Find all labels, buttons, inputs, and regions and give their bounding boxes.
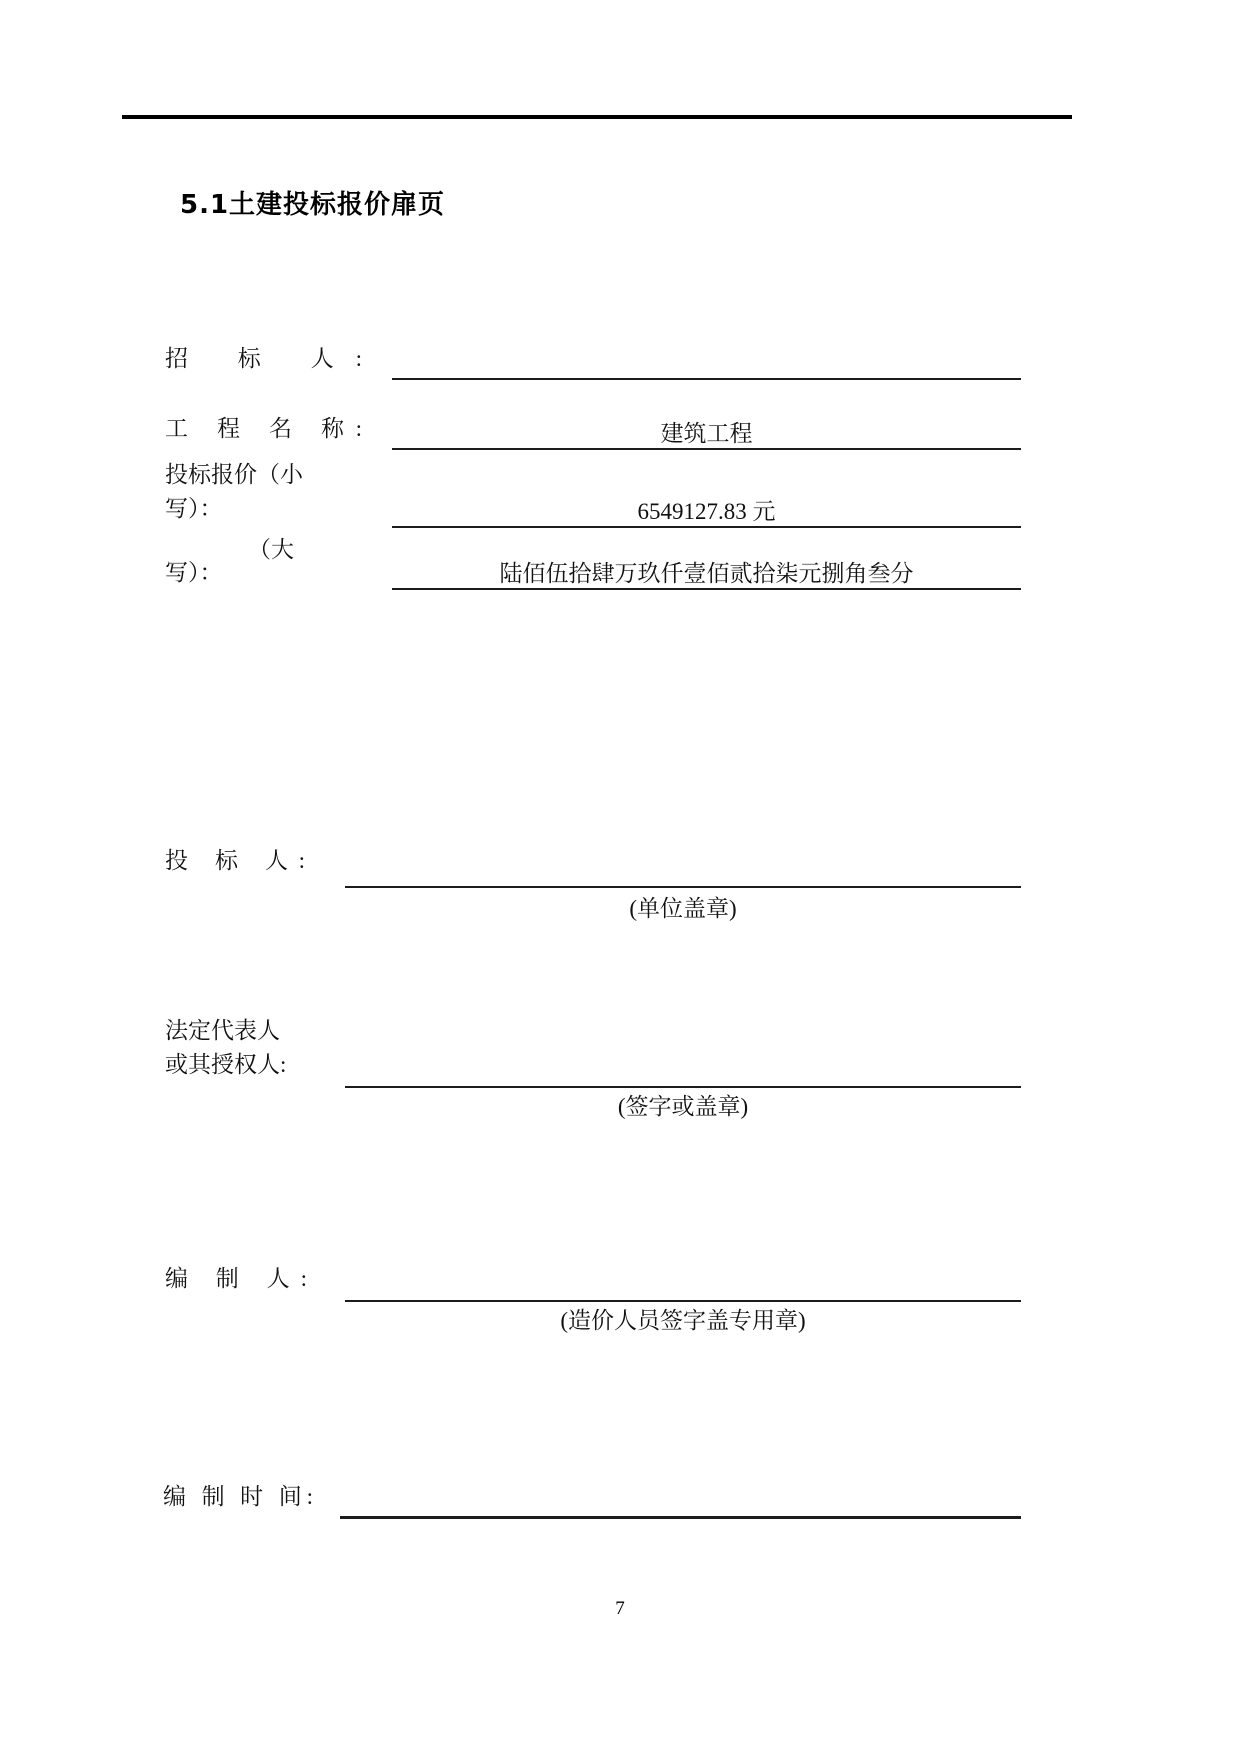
preparer-seal-hint: (造价人员签字盖专用章) <box>560 1308 806 1333</box>
prep-time-label: 编 制 时 间: <box>163 1484 313 1509</box>
legal-rep-value-line <box>345 1058 1021 1088</box>
bid-price-words-label-line1: （大 <box>248 537 294 562</box>
tenderee-value-line <box>392 350 1021 380</box>
section-title: 5.1土建投标报价扉页 <box>180 190 446 220</box>
bid-price-words-label-line2: 写）： <box>165 560 223 585</box>
bid-price-figures-label-line2: 写）： <box>165 496 223 521</box>
tenderee-label: 招 标 人: <box>165 346 362 371</box>
bidder-label: 投 标 人: <box>165 848 305 873</box>
header-rule <box>122 115 1072 119</box>
legal-rep-sign-hint: (签字或盖章) <box>617 1094 749 1119</box>
legal-rep-label-line1: 法定代表人 <box>165 1018 280 1043</box>
bid-price-figures-value-line: 6549127.83 元 <box>392 498 1021 528</box>
prep-time-value-line <box>340 1488 1021 1519</box>
page-number: 7 <box>615 1598 625 1619</box>
preparer-label: 编 制 人: <box>165 1266 307 1291</box>
bid-price-figures-label-line1: 投标报价（小 <box>165 462 303 487</box>
legal-rep-label-line2: 或其授权人: <box>165 1052 287 1077</box>
project-name-value-line: 建筑工程 <box>392 420 1021 450</box>
preparer-value-line <box>345 1272 1021 1302</box>
bidder-stamp-hint: (单位盖章) <box>629 896 737 921</box>
bid-price-words-value-line: 陆佰伍拾肆万玖仟壹佰贰拾柒元捌角叁分 <box>392 560 1021 590</box>
bidder-value-line <box>345 858 1021 888</box>
project-name-label: 工 程 名 称: <box>165 416 362 441</box>
